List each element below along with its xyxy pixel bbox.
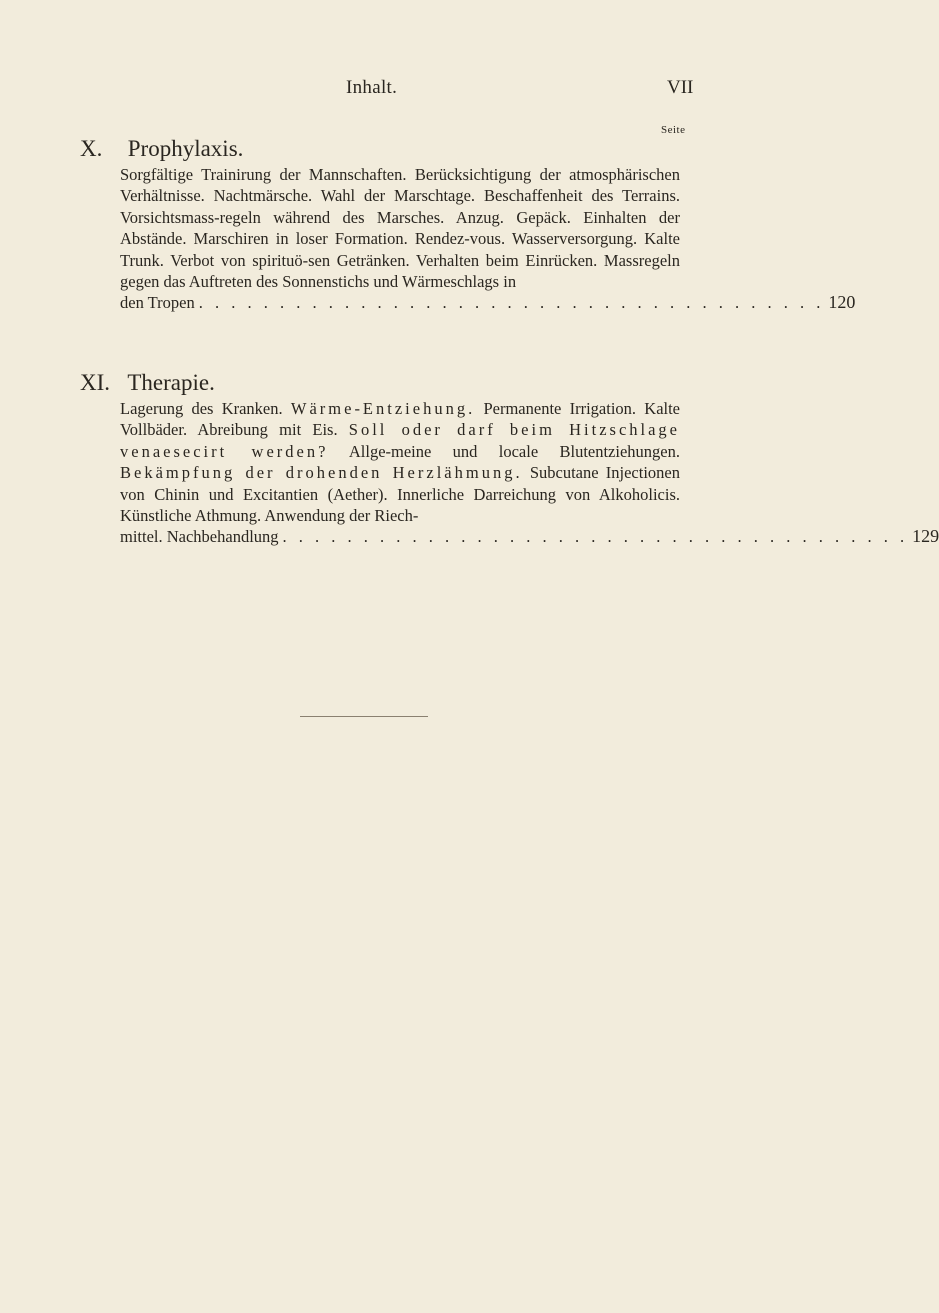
section-heading bbox=[80, 134, 680, 164]
running-head bbox=[0, 77, 800, 107]
section-description bbox=[120, 398, 939, 548]
section-title: Prophylaxis. bbox=[127, 136, 244, 161]
toc-entry-line bbox=[120, 526, 939, 547]
toc-entry-line bbox=[120, 292, 856, 313]
page-reference: 120 bbox=[828, 292, 856, 313]
running-head-title: Inhalt. bbox=[346, 77, 398, 98]
page-reference: 129 bbox=[912, 526, 939, 547]
end-rule bbox=[300, 716, 428, 717]
entry-last-line: den Tropen bbox=[120, 293, 195, 313]
section-title: Therapie. bbox=[127, 370, 215, 395]
dot-leader: . . . . . . . . . . . . . . . . . . . . . . . . . . . . . . . . . . . . . . . bbox=[198, 293, 825, 313]
section-text-spaced: Soll oder darf beim Hitzschlage venaesecirt werden? bbox=[120, 420, 680, 461]
section-text-part: Permanente Irrigation. Kalte Vollbäder. Abreibung mit Eis. bbox=[120, 399, 681, 440]
entry-last-line: mittel. Nachbehandlung bbox=[120, 527, 279, 547]
section-number: X. bbox=[80, 136, 103, 161]
dot-leader: . . . . . . . . . . . . . . . . . . . . . . . . . . . . . . . . . . . . . . . bbox=[282, 527, 909, 547]
section-text-part: Subcutane Injectionen von Chinin und Excitantien (Aether). Innerliche Darreichung von Alkoholicis. Künstliche Athmung. Anwendung der Riech- bbox=[120, 463, 680, 526]
toc-section-x bbox=[80, 134, 856, 314]
seite-label: Seite bbox=[661, 124, 686, 136]
section-text-part: Allge-meine und locale Blutentziehungen. bbox=[348, 441, 680, 461]
section-text-spaced: Bekämpfung der drohenden Herzlähmung. bbox=[120, 463, 523, 483]
section-text: Sorgfältige Trainirung der Mannschaften. Berücksichtigung der atmosphärischen Verhältnisse. Nachtmärsche. Wahl der Marschtage. Beschaffenheit des Terrains. Vorsichtsmass-regeln während des Marsches. Anzug. Gepäck. Einhalten der Abstände. Marschiren in loser Formation. Rendez-vous. Wasserversorgung. Kalte Trunk. Verbot von spirituö-sen Getränken. Verhalten beim Einrücken. Massregeln gegen das Auftreten des Sonnenstichs und Wärmeschlags in bbox=[120, 165, 680, 292]
section-description bbox=[120, 164, 856, 314]
running-head-page-number: VII bbox=[667, 77, 694, 98]
toc-section-xi bbox=[80, 368, 939, 548]
section-text-part: Lagerung des Kranken. bbox=[120, 399, 283, 418]
section-number: XI. bbox=[80, 370, 111, 395]
section-heading bbox=[80, 368, 680, 398]
section-text-spaced: Wärme-Entziehung. bbox=[290, 399, 476, 418]
